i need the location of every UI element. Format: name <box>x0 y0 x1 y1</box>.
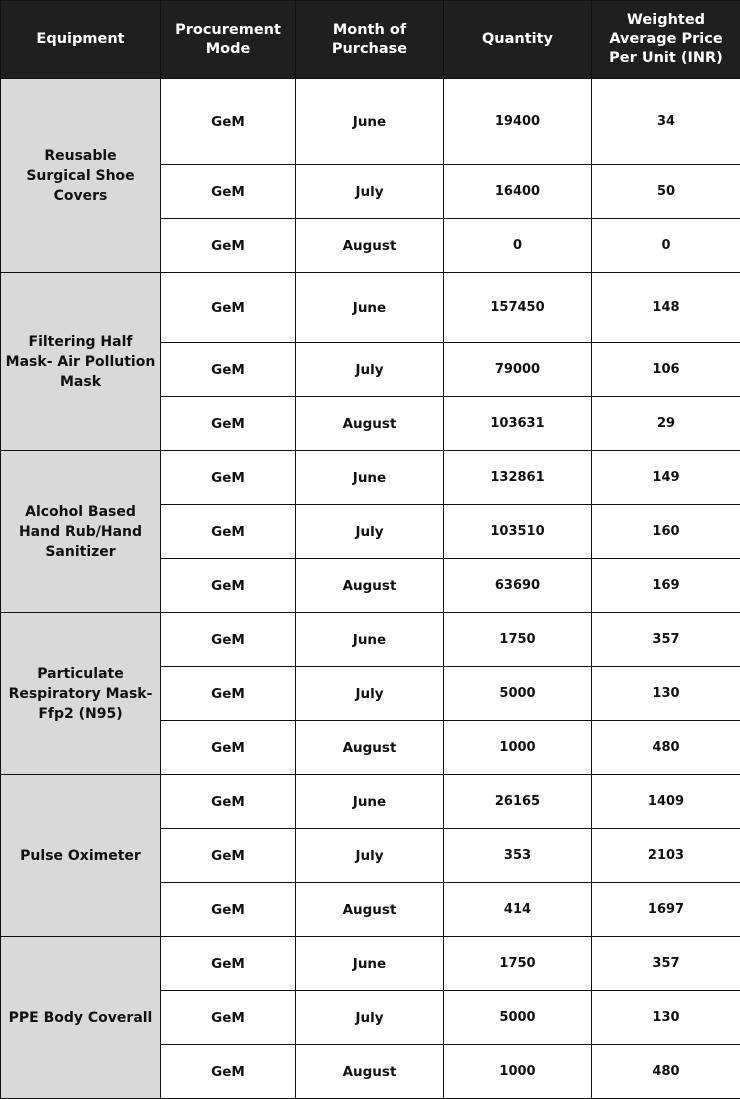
mode-cell: GeM <box>161 219 296 273</box>
month-cell: August <box>296 721 444 775</box>
month-cell: June <box>296 937 444 991</box>
month-cell: June <box>296 451 444 505</box>
header-quantity: Quantity <box>444 1 592 79</box>
quantity-cell: 353 <box>444 829 592 883</box>
mode-cell: GeM <box>161 451 296 505</box>
mode-cell: GeM <box>161 937 296 991</box>
price-cell: 148 <box>592 273 740 343</box>
quantity-cell: 414 <box>444 883 592 937</box>
price-cell: 357 <box>592 613 740 667</box>
month-cell: August <box>296 1045 444 1099</box>
mode-cell: GeM <box>161 559 296 613</box>
mode-cell: GeM <box>161 883 296 937</box>
month-cell: July <box>296 343 444 397</box>
price-cell: 50 <box>592 165 740 219</box>
quantity-cell: 79000 <box>444 343 592 397</box>
month-cell: August <box>296 397 444 451</box>
mode-cell: GeM <box>161 505 296 559</box>
quantity-cell: 5000 <box>444 991 592 1045</box>
quantity-cell: 16400 <box>444 165 592 219</box>
quantity-cell: 26165 <box>444 775 592 829</box>
header-equipment: Equipment <box>1 1 161 79</box>
mode-cell: GeM <box>161 343 296 397</box>
price-cell: 130 <box>592 991 740 1045</box>
equipment-cell: Pulse Oximeter <box>1 775 161 937</box>
price-cell: 130 <box>592 667 740 721</box>
quantity-cell: 1750 <box>444 937 592 991</box>
price-cell: 1697 <box>592 883 740 937</box>
mode-cell: GeM <box>161 1045 296 1099</box>
month-cell: August <box>296 559 444 613</box>
month-cell: July <box>296 165 444 219</box>
price-cell: 480 <box>592 721 740 775</box>
month-cell: June <box>296 775 444 829</box>
month-cell: July <box>296 991 444 1045</box>
month-cell: June <box>296 613 444 667</box>
quantity-cell: 5000 <box>444 667 592 721</box>
table-row <box>1 451 740 505</box>
price-cell: 480 <box>592 1045 740 1099</box>
equipment-cell: Filtering Half Mask- Air Pollution Mask <box>1 273 161 451</box>
header-month-of-purchase: Month of Purchase <box>296 1 444 79</box>
month-cell: July <box>296 829 444 883</box>
mode-cell: GeM <box>161 667 296 721</box>
header-procurement-mode: Procurement Mode <box>161 1 296 79</box>
month-cell: July <box>296 505 444 559</box>
price-cell: 29 <box>592 397 740 451</box>
quantity-cell: 0 <box>444 219 592 273</box>
price-cell: 160 <box>592 505 740 559</box>
table-row <box>1 79 740 165</box>
table-row <box>1 937 740 991</box>
price-cell: 357 <box>592 937 740 991</box>
equipment-cell: Reusable Surgical Shoe Covers <box>1 79 161 273</box>
quantity-cell: 1000 <box>444 721 592 775</box>
table-row <box>1 775 740 829</box>
header-row <box>1 1 740 79</box>
mode-cell: GeM <box>161 613 296 667</box>
price-cell: 169 <box>592 559 740 613</box>
mode-cell: GeM <box>161 79 296 165</box>
table-row <box>1 273 740 343</box>
mode-cell: GeM <box>161 273 296 343</box>
quantity-cell: 63690 <box>444 559 592 613</box>
price-cell: 149 <box>592 451 740 505</box>
equipment-cell: Alcohol Based Hand Rub/Hand Sanitizer <box>1 451 161 613</box>
mode-cell: GeM <box>161 397 296 451</box>
month-cell: June <box>296 273 444 343</box>
quantity-cell: 19400 <box>444 79 592 165</box>
mode-cell: GeM <box>161 829 296 883</box>
quantity-cell: 103631 <box>444 397 592 451</box>
month-cell: August <box>296 219 444 273</box>
price-cell: 1409 <box>592 775 740 829</box>
month-cell: July <box>296 667 444 721</box>
price-cell: 2103 <box>592 829 740 883</box>
price-cell: 0 <box>592 219 740 273</box>
mode-cell: GeM <box>161 721 296 775</box>
mode-cell: GeM <box>161 775 296 829</box>
header-weighted-average-price: Weighted Average Price Per Unit (INR) <box>592 1 740 79</box>
quantity-cell: 157450 <box>444 273 592 343</box>
quantity-cell: 103510 <box>444 505 592 559</box>
mode-cell: GeM <box>161 165 296 219</box>
mode-cell: GeM <box>161 991 296 1045</box>
quantity-cell: 132861 <box>444 451 592 505</box>
quantity-cell: 1000 <box>444 1045 592 1099</box>
price-cell: 106 <box>592 343 740 397</box>
equipment-cell: Particulate Respiratory Mask- Ffp2 (N95) <box>1 613 161 775</box>
quantity-cell: 1750 <box>444 613 592 667</box>
equipment-cell: PPE Body Coverall <box>1 937 161 1099</box>
month-cell: August <box>296 883 444 937</box>
table-row <box>1 613 740 667</box>
price-cell: 34 <box>592 79 740 165</box>
month-cell: June <box>296 79 444 165</box>
